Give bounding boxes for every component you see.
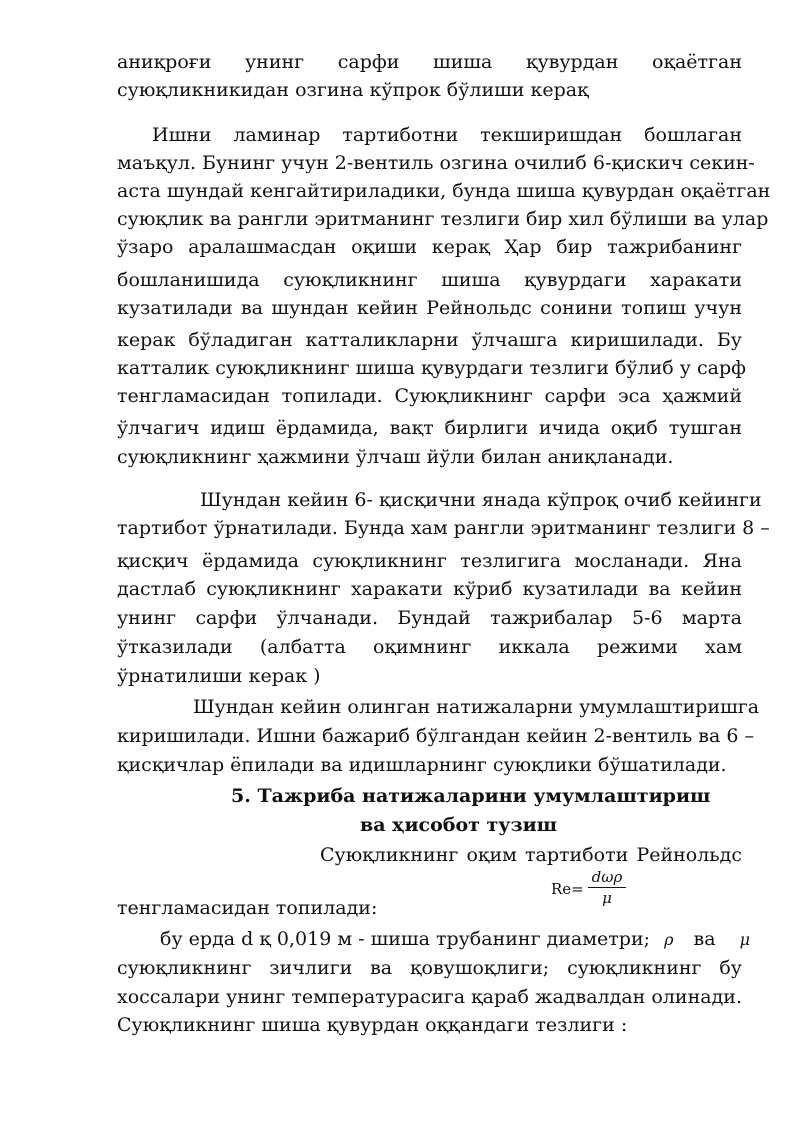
paragraph5-line1: Суюқликнинг оқим тартиботи Рейнольдс <box>320 844 742 866</box>
paragraph5-line2: тенгламасидан топилади: <box>117 897 378 919</box>
paragraph2-line2: маъқул. Бунинг учун 2-вентиль озгина очилиб 6-қискич секин- <box>117 152 755 174</box>
paragraph3-line1: Шундан кейин 6- қисқични янада кўпроқ очиб кейинги <box>200 489 762 511</box>
paragraph2-line4: суюқлик ва рангли эритманинг тезлиги бир хил бўлиши ва улар <box>117 208 769 230</box>
paragraph3-line5: унинг сарфи ўлчанади. Бундай тажрибалар 5-6 марта <box>117 607 742 629</box>
paragraph2-line7: кузатилади ва шундан кейин Рейнольдс сонини топиш учун <box>117 297 742 319</box>
formula-denominator: μ <box>602 889 612 907</box>
formula-lhs: Re= <box>551 880 584 898</box>
paragraph6-line1-text: бу ерда d қ 0,019 м - шиша трубанинг диаметри; <box>160 928 651 950</box>
paragraph3-line4: дастлаб суюқликнинг харакати кўриб кузатилади ва кейин <box>117 578 742 600</box>
paragraph6-line4: Суюқликнинг шиша қувурдан оққандаги тезлиги : <box>117 1014 628 1036</box>
paragraph1-line2: суюқликникидан озгина кўпрок бўлиши керақ <box>117 79 589 101</box>
mu-symbol: μ <box>739 930 750 949</box>
section-title-line2: ва ҳисобот тузиш <box>360 814 558 836</box>
paragraph6-line2: суюқликнинг зичлиги ва қовушоқлиги; суюқликнинг бу <box>117 957 742 979</box>
paragraph2-line12: суюқликнинг ҳажмини ўлчаш йўли билан аниқланади. <box>117 446 674 468</box>
paragraph6-line3: хоссалари унинг температурасига қараб жадвалдан олинади. <box>117 986 742 1008</box>
paragraph4-line2: киришилади. Ишни бажариб бўлгандан кейин 2-вентиль ва 6 – <box>117 725 754 747</box>
paragraph2-line9: катталик суюқликнинг шиша қувурдаги тезлиги бўлиб у сарф <box>117 357 747 379</box>
paragraph2-line8: керак бўладиган катталикларни ўлчашга киришилади. Бу <box>117 329 742 351</box>
paragraph4-line3: қисқичлар ёпилади ва идишларнинг суюқлики бўшатилади. <box>117 754 727 776</box>
paragraph1-line1: аниқроғи унинг сарфи шиша қувурдан оқаётган <box>117 51 742 73</box>
paragraph4-line1: Шундан кейин олинган натижаларни умумлаштиришга <box>193 696 760 718</box>
paragraph2-line1: Ишни ламинар тартиботни текширишдан бошлаган <box>152 124 742 146</box>
paragraph3-line7: ўрнатилиши керак ) <box>117 665 321 687</box>
rho-symbol: ρ <box>664 930 674 949</box>
formula-numerator: dωρ <box>591 868 623 886</box>
paragraph6-line1 <box>160 925 750 953</box>
paragraph2-line6: бошланишида суюқликнинг шиша қувурдаги харакати <box>117 269 742 291</box>
paragraph3-line3: қисқич ёрдамида суюқликнинг тезлигига мосланади. Яна <box>117 550 742 572</box>
paragraph2-line11: ўлчагич идиш ёрдамида, вақт бирлиги ичида оқиб тушган <box>117 417 742 439</box>
paragraph3-line2: тартибот ўрнатилади. Бунда хам рангли эритманинг тезлиги 8 – <box>117 517 770 539</box>
section-title-line1: 5. Тажриба натижаларини умумлаштириш <box>231 785 711 807</box>
paragraph2-line5: ўзаро аралашмасдан оқиши керақ Ҳар бир тажрибанинг <box>117 236 742 258</box>
paragraph6-line1-and: ва <box>693 928 716 950</box>
paragraph2-line10: тенгламасидан топилади. Суюқликнинг сарфи эса ҳажмий <box>117 385 742 407</box>
fraction-bar <box>588 887 626 888</box>
paragraph2-line3: аста шундай кенгайтириладики, бунда шиша қувурдан оқаётган <box>117 180 771 202</box>
paragraph3-line6: ўтказилади (албатта оқимнинг иккала режими хам <box>117 636 742 658</box>
